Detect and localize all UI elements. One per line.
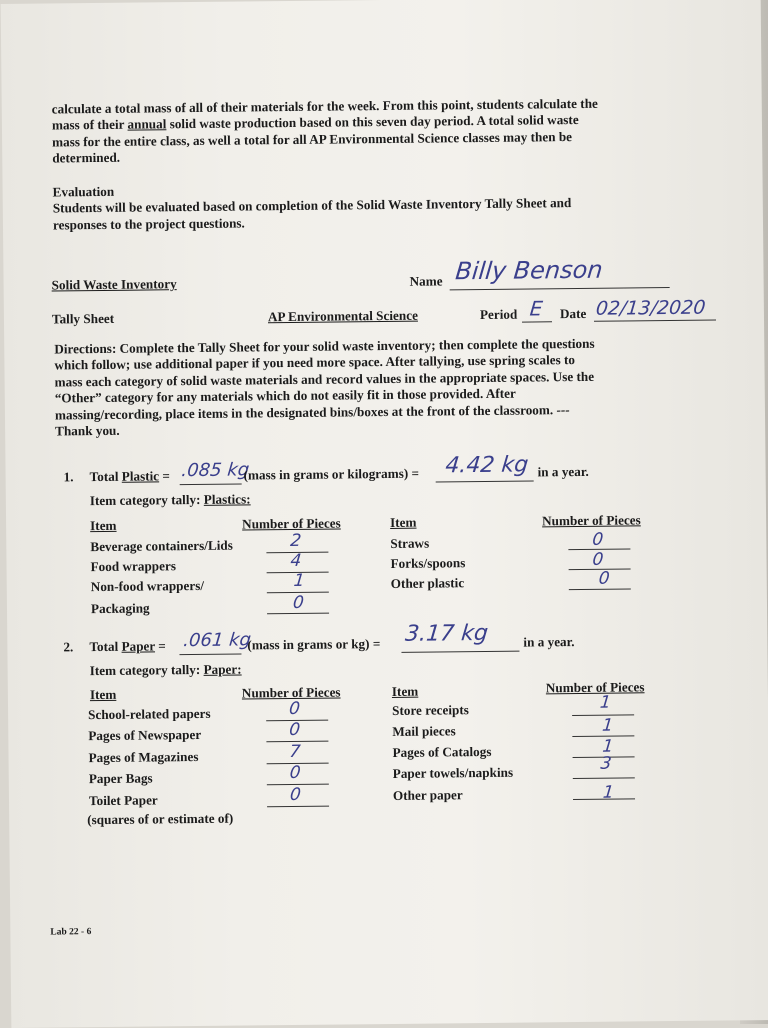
date-line <box>594 320 716 322</box>
page-footer-label: Lab 22 - 6 <box>50 927 92 938</box>
form-title: Solid Waste Inventory <box>51 276 177 293</box>
paper-year-line <box>401 651 519 653</box>
paper-col-pieces-left: Number of Pieces <box>241 684 341 701</box>
plastic-item-label: Other plastic <box>390 575 465 591</box>
name-line <box>450 287 670 290</box>
evaluation-section <box>53 178 653 233</box>
paper-tally-label: Item category tally: Paper: <box>89 661 242 679</box>
paper-number: 2. <box>63 639 74 655</box>
paper-item-label: Other paper <box>392 787 463 803</box>
evaluation-line-2: responses to the project questions. <box>52 215 245 233</box>
plastic-item-value[interactable]: 0 <box>597 568 611 589</box>
plastic-item-label: Packaging <box>90 600 150 617</box>
annual-word: annual <box>127 116 167 133</box>
plastic-item-label: Non-food wrappers/ <box>90 577 205 595</box>
directions-paragraph <box>54 335 665 440</box>
paper-item-value[interactable]: 1 <box>601 736 615 757</box>
plastic-item-value[interactable]: 4 <box>289 550 303 572</box>
paper-col-item-right: Item <box>391 683 419 699</box>
period-label: Period <box>479 306 518 323</box>
paper-item-label: Toilet Paper <box>88 792 158 809</box>
date-label: Date <box>559 305 587 322</box>
paper-year-value[interactable]: 3.17 kg <box>404 620 490 647</box>
paper-item-label: Store receipts <box>391 702 469 718</box>
plastic-year-suffix: in a year. <box>537 463 589 480</box>
period-value[interactable]: E <box>528 296 544 321</box>
date-value[interactable]: 02/13/2020 <box>594 296 707 320</box>
course-name: AP Environmental Science <box>267 307 418 325</box>
paper-item-label: Pages of Catalogs <box>392 743 492 760</box>
paper-item-label: Pages of Newspaper <box>88 726 202 744</box>
paper-col-pieces-right: Number of Pieces <box>545 679 645 696</box>
paper-item-value[interactable]: 1 <box>599 692 612 713</box>
directions-line-1: Directions: Complete the Tally Sheet for your solid waste inventory; then complete the questions <box>54 335 595 357</box>
paper-item-value[interactable]: 0 <box>288 719 302 741</box>
plastic-year-value[interactable]: 4.42 kg <box>444 452 530 479</box>
paper-year-suffix: in a year. <box>523 634 575 650</box>
paper-item-label: Mail pieces <box>392 723 456 739</box>
plastic-col-item-right: Item <box>390 514 417 530</box>
plastic-mass-value[interactable]: .085 kg <box>180 459 251 482</box>
plastic-mass-line <box>180 484 242 486</box>
plastic-item-value[interactable]: 0 <box>292 592 305 613</box>
paper-item-line <box>573 777 635 779</box>
directions-line-3: mass each category of solid waste materials and record values in the appropriate spaces. Use the <box>54 368 595 390</box>
toilet-paper-note: (squares of or estimate of) <box>87 810 234 828</box>
directions-line-5: massing/recording, place items in the designated bins/boxes at the front of the classroom. --- <box>54 401 570 423</box>
evaluation-line-1: Students will be evaluated based on completion of the Solid Waste Inventory Tally Sheet and <box>52 195 572 216</box>
plastic-item-value[interactable]: 0 <box>591 529 605 550</box>
plastic-total-label: Total Plastic = <box>89 468 170 485</box>
directions-line-4: “Other” category for any materials which do not easily fit in those provided. After <box>54 385 516 406</box>
plastic-item-label: Beverage containers/Lids <box>90 537 233 555</box>
plastic-item-value[interactable]: 2 <box>289 530 303 552</box>
directions-line-2: which follow; use additional paper if you need more space. After tallying, use spring scales to <box>54 352 576 373</box>
paper-mass-line <box>179 654 241 656</box>
paper-mass-value[interactable]: .061 kg <box>182 629 252 652</box>
intro-line-4: determined. <box>52 149 121 166</box>
plastic-tally-label: Item category tally: Plastics: <box>89 491 251 509</box>
paper-item-value[interactable]: 0 <box>288 762 302 784</box>
plastic-col-item-left: Item <box>90 517 117 534</box>
paper-item-label: Pages of Magazines <box>88 748 199 766</box>
intro-line-1: calculate a total mass of all of their materials for the week. From this point, students calculate the <box>51 95 598 117</box>
name-value[interactable]: Billy Benson <box>454 255 604 286</box>
plastic-col-pieces-left: Number of Pieces <box>242 515 341 532</box>
period-line <box>522 321 552 322</box>
paper-item-label: Paper Bags <box>88 770 153 787</box>
form-subtitle: Tally Sheet <box>51 310 115 327</box>
paper-item-line <box>267 806 329 808</box>
paper-item-value[interactable]: 1 <box>602 782 615 803</box>
name-label: Name <box>409 273 443 289</box>
plastic-item-label: Forks/spoons <box>390 555 466 571</box>
plastic-item-label: Straws <box>390 535 430 551</box>
intro-line-3: mass for the entire class, as well a total for all AP Environmental Science classes may then be <box>52 128 573 150</box>
plastic-item-value[interactable]: 1 <box>292 570 306 591</box>
paper-item-label: School-related papers <box>88 705 211 723</box>
paper-item-value[interactable]: 7 <box>288 741 302 763</box>
plastic-number: 1. <box>63 469 74 485</box>
paper-total-label: Total Paper = <box>89 638 166 655</box>
plastic-mass-note: (mass in grams or kilograms) = <box>243 465 420 483</box>
paper-item-value[interactable]: 0 <box>288 698 301 720</box>
directions-line-6: Thank you. <box>55 422 120 439</box>
evaluation-heading: Evaluation <box>52 183 115 200</box>
plastic-col-pieces-right: Number of Pieces <box>542 512 641 529</box>
plastic-item-label: Food wrappers <box>90 558 176 575</box>
paper-item-value[interactable]: 3 <box>599 753 613 774</box>
paper-item-value[interactable]: 0 <box>289 784 302 806</box>
paper-mass-note: (mass in grams or kg) = <box>247 636 381 653</box>
paper-item-label: Paper towels/napkins <box>392 764 514 781</box>
paper-col-item-left: Item <box>89 686 117 703</box>
intro-paragraph <box>52 95 653 167</box>
paper-item-value[interactable]: 1 <box>601 715 615 736</box>
intro-line-2: mass of their annual solid waste production based on this seven day period. A total solid waste <box>51 112 579 133</box>
plastic-year-line <box>436 480 534 482</box>
worksheet-page <box>1 0 768 1028</box>
plastic-item-value[interactable]: 0 <box>591 549 605 570</box>
